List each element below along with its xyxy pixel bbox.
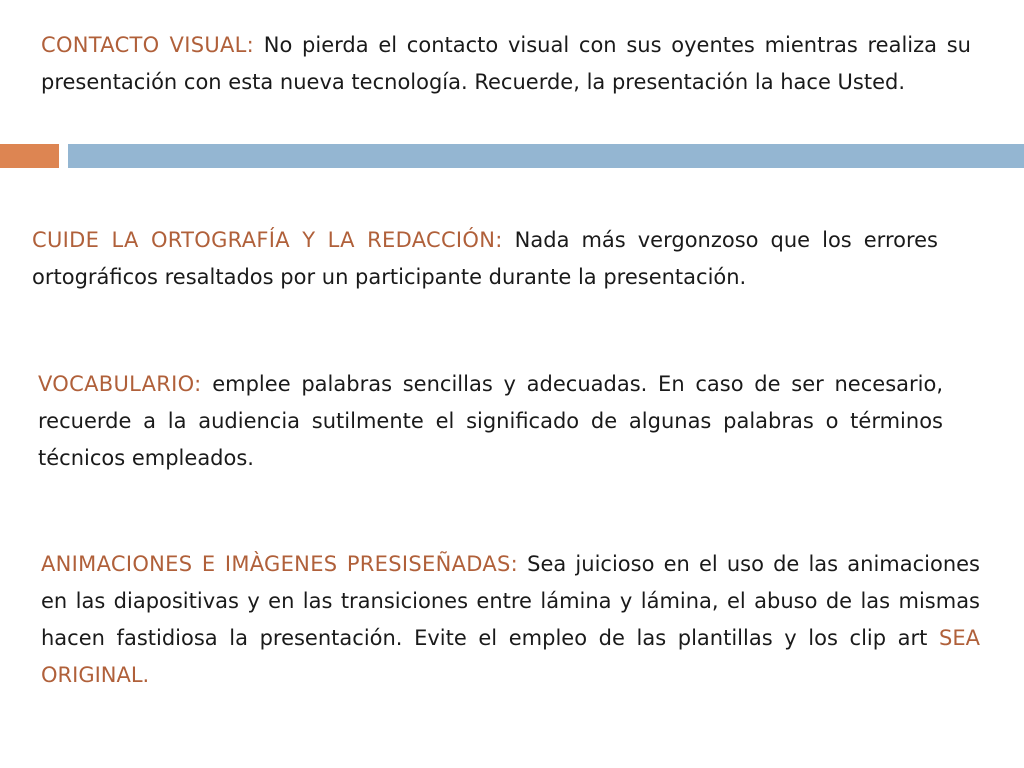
section-ortografia [32, 222, 938, 296]
section-heading: CONTACTO VISUAL: [41, 33, 255, 57]
decorative-bar-blue [68, 144, 1024, 168]
section-heading: CUIDE LA ORTOGRAFÍA Y LA REDACCIÓN: [32, 228, 503, 252]
section-body: Sea juicioso en el uso de las animaciones en las diapositivas y en las transiciones entre lámina y lámina, el abuso de las mismas hacen fastidiosa la presentación. Evite el empleo de las plantillas y los clip art [41, 552, 981, 650]
section-vocabulario [38, 366, 943, 477]
emphasis-text: SEA ORIGINAL. [41, 626, 980, 687]
section-contacto-visual [41, 27, 971, 101]
section-heading: VOCABULARIO: [38, 372, 202, 396]
decorative-bar-orange [0, 144, 59, 168]
section-body: Nada más vergonzoso que los errores ortográficos resaltados por un participante durante la presentación. [32, 228, 938, 289]
section-heading: ANIMACIONES E IMÀGENES PRESISEÑADAS: [41, 552, 519, 576]
section-animaciones [41, 546, 980, 694]
section-body: No pierda el contacto visual con sus oyentes mientras realiza su presentación con esta nueva tecnología. Recuerde, la presentación la hace Usted. [41, 33, 971, 94]
section-body: emplee palabras sencillas y adecuadas. En caso de ser necesario, recuerde a la audiencia sutilmente el significado de algunas palabras o términos técnicos empleados. [38, 372, 943, 470]
